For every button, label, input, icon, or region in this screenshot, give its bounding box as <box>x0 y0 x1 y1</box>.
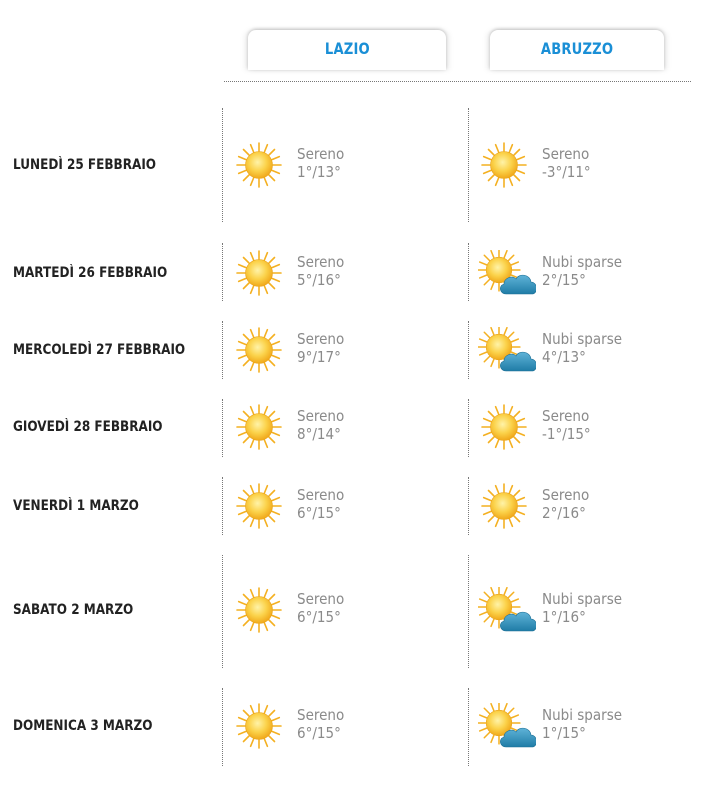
sun-icon <box>233 142 285 188</box>
column-divider <box>222 108 223 222</box>
day-label: GIOVEDÌ 28 FEBBRAIO <box>13 419 163 435</box>
abruzzo-condition: Sereno <box>542 486 590 504</box>
lazio-temperature: 9°/17° <box>297 348 341 366</box>
lazio-condition: Sereno <box>297 407 345 425</box>
sun-icon <box>233 587 285 633</box>
day-label: MARTEDÌ 26 FEBBRAIO <box>13 265 168 281</box>
day-label: DOMENICA 3 MARZO <box>13 718 153 734</box>
lazio-temperature: 5°/16° <box>297 271 341 289</box>
tab-abruzzo-label: ABRUZZO <box>540 39 614 58</box>
lazio-condition: Sereno <box>297 590 345 608</box>
column-divider <box>222 555 223 668</box>
abruzzo-condition: Sereno <box>542 407 590 425</box>
tab-lazio-label: LAZIO <box>324 39 370 58</box>
lazio-temperature: 8°/14° <box>297 425 341 443</box>
abruzzo-temperature: -3°/11° <box>542 163 591 181</box>
day-label: MERCOLEDÌ 27 FEBBRAIO <box>13 342 186 358</box>
lazio-temperature: 6°/15° <box>297 504 341 522</box>
abruzzo-temperature: 2°/16° <box>542 504 586 522</box>
column-divider <box>468 477 469 535</box>
sun-icon <box>233 703 285 749</box>
column-divider <box>222 688 223 766</box>
abruzzo-condition: Sereno <box>542 145 590 163</box>
abruzzo-condition: Nubi sparse <box>542 590 623 608</box>
abruzzo-condition: Nubi sparse <box>542 330 623 348</box>
abruzzo-temperature: 2°/15° <box>542 271 586 289</box>
abruzzo-temperature: 1°/15° <box>542 724 586 742</box>
header-divider <box>224 81 691 82</box>
sun-cloud-icon <box>478 250 530 296</box>
sun-icon <box>478 142 530 188</box>
lazio-temperature: 6°/15° <box>297 724 341 742</box>
tab-abruzzo[interactable] <box>490 30 664 70</box>
abruzzo-temperature: 4°/13° <box>542 348 586 366</box>
column-divider <box>468 555 469 668</box>
lazio-condition: Sereno <box>297 486 345 504</box>
sun-icon <box>233 250 285 296</box>
sun-icon <box>233 483 285 529</box>
abruzzo-temperature: 1°/16° <box>542 608 586 626</box>
day-label: VENERDÌ 1 MARZO <box>13 498 139 514</box>
day-label: SABATO 2 MARZO <box>13 602 134 618</box>
sun-cloud-icon <box>478 587 530 633</box>
column-divider <box>468 108 469 222</box>
column-divider <box>222 399 223 457</box>
sun-cloud-icon <box>478 703 530 749</box>
lazio-condition: Sereno <box>297 706 345 724</box>
lazio-condition: Sereno <box>297 330 345 348</box>
column-divider <box>468 688 469 766</box>
abruzzo-condition: Nubi sparse <box>542 253 623 271</box>
abruzzo-temperature: -1°/15° <box>542 425 591 443</box>
column-divider <box>222 243 223 301</box>
column-divider <box>468 399 469 457</box>
column-divider <box>222 321 223 379</box>
sun-cloud-icon <box>478 327 530 373</box>
sun-icon <box>478 483 530 529</box>
abruzzo-condition: Nubi sparse <box>542 706 623 724</box>
tab-lazio[interactable] <box>248 30 446 70</box>
lazio-condition: Sereno <box>297 253 345 271</box>
column-divider <box>468 321 469 379</box>
column-divider <box>468 243 469 301</box>
lazio-condition: Sereno <box>297 145 345 163</box>
lazio-temperature: 1°/13° <box>297 163 341 181</box>
day-label: LUNEDÌ 25 FEBBRAIO <box>13 157 157 173</box>
sun-icon <box>478 404 530 450</box>
sun-icon <box>233 327 285 373</box>
lazio-temperature: 6°/15° <box>297 608 341 626</box>
column-divider <box>222 477 223 535</box>
sun-icon <box>233 404 285 450</box>
